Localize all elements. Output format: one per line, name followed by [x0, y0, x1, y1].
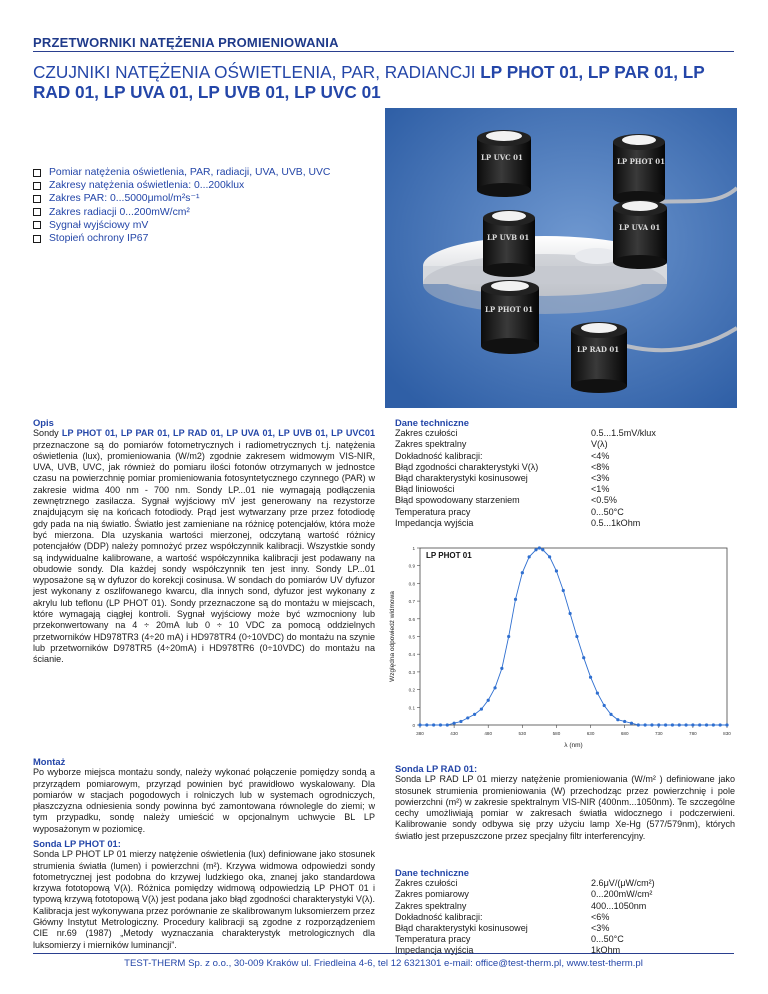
footer-contact: TEST-THERM Sp. z o.o., 30-009 Kraków ul. Friedleina 4-6, tel 12 6321301 e-mail: office@test-therm.pl, www.test-therm.pl: [124, 958, 643, 969]
x-tick-label: 630: [586, 731, 595, 736]
data-point: [705, 723, 708, 726]
data-point: [432, 723, 435, 726]
sensor-uvb: [483, 210, 535, 277]
data-point: [487, 699, 490, 702]
y-tick-label: 0.3: [408, 669, 415, 675]
data-point: [480, 707, 483, 710]
phot-text: Sonda LP PHOT LP 01 mierzy natężenie oświetlenia (lux) definiowane jako stosunek strumienia światła (lumen) i powierzchni (m²). Krzywa widmowa odpowiedzi sondy fotometrycznej jest podobna do krzywej ludzkiego oka, znanej jako standardowa krzywa fototopową V(λ). Różnica pomiędzy widmową odpowiedzią LP PHOT 01 i typową krzywą fototopową V(λ) jest podana jako błąd zgodności charakterystyki V(λ). Kalibracja jest wykonywana przez porównanie ze skalibrowanym luksomierzem przez Główny Instytut Metrologiczny. Procedury kalibracji są zgodne z rozporządzeniem CIE nr.69 (1987) „Metody wyznaczania charakterystyk metrologicznych dla luksomierzy i mierników luminancji”.: [33, 849, 375, 950]
sensor-phot-bottom: [481, 280, 539, 354]
label-rad: LP RAD 01: [577, 345, 620, 354]
data-point: [725, 723, 728, 726]
checkbox-icon: [33, 182, 41, 190]
label-uvb: LP UVB 01: [487, 233, 530, 242]
label-uva: LP UVA 01: [619, 223, 661, 232]
montaz-heading: Montaż: [33, 756, 66, 767]
spec-row: Błąd spowodowany starzeniem <0.5%: [395, 495, 617, 506]
page-title: [33, 62, 733, 102]
feature-item: Zakres PAR: 0...5000μmol/m²s⁻¹: [33, 192, 330, 205]
data-point: [623, 720, 626, 723]
plot-frame: [420, 548, 727, 725]
data-point: [691, 723, 694, 726]
montaz-text: Po wyborze miejsca montażu sondy, należy wykonać połączenie pomiędzy sondą a przyrządem pomiarowym, przyrząd powinien być prawidłowo wyskalowany. Dla pomiarów w stacjach pogodowych i rolniczych lub w systemach ogrodniczych, płaszczyzna odniesienia sondy powinna być zamontowana równolegle do ziemi; w tym przypadku, sondę należy umieścić w opcjonalnym uchwycie BL LP wyposażonym w poziomicę.: [33, 767, 375, 834]
feature-item: Pomiar natężenia oświetlenia, PAR, radiacji, UVA, UVB, UVC: [33, 166, 330, 179]
data-point: [534, 548, 537, 551]
y-tick-label: 0.6: [408, 616, 415, 622]
data-point: [466, 716, 469, 719]
opis-section: [33, 417, 375, 666]
checkbox-icon: [33, 221, 41, 229]
rad-heading: Sonda LP RAD 01:: [395, 763, 478, 774]
data-point: [521, 571, 524, 574]
y-tick-label: 0.7: [408, 599, 415, 605]
data-point: [616, 718, 619, 721]
opis-models: LP PHOT 01, LP PAR 01, LP RAD 01, LP UVA 01, LP UVB 01, LP UVC01: [61, 428, 375, 439]
data-point: [555, 569, 558, 572]
data-point: [603, 704, 606, 707]
data-point: [425, 723, 428, 726]
spectral-response-chart: [385, 540, 735, 750]
spec-row: Zakres czułości 0.5...1.5mV/klux: [395, 428, 656, 439]
chart-title: LP PHOT 01: [426, 551, 472, 560]
spec-row: Błąd charakterystyki kosinusowej <3%: [395, 923, 610, 934]
footer: [33, 953, 734, 969]
x-tick-label: 780: [689, 731, 697, 736]
data-point: [562, 589, 565, 592]
feature-list: [33, 166, 330, 245]
data-point: [698, 723, 701, 726]
checkbox-icon: [33, 208, 41, 216]
spec-row: Zakres spektralny 400...1050nm: [395, 900, 647, 911]
phot-heading: Sonda LP PHOT 01:: [33, 838, 121, 849]
spec-row: Błąd zgodności charakterystyki V(λ) <8%: [395, 461, 610, 472]
data-point: [664, 723, 667, 726]
rad-text: Sonda LP RAD LP 01 mierzy natężenie promieniowania (W/m² ) definiowane jako stosunek strumienia promieniowania (W) przechodząc przez powierzchnię i pole powierzchni (m²) w zakresie spektralnym VIS-NIR (400nm...1050nm). Te szczególne cechy umożliwiają pomiar w zakresach światła widocznego i podczerwieni. Kalibrowanie sondy odbywa się przy użyciu lamp Xe-Hg (577/579nm), których światło jest przepuszczone przez specjalny filtr interferencyjny.: [395, 774, 735, 841]
spec-row: Impedancja wyjścia 0.5...1kOhm: [395, 517, 641, 528]
series-line: [420, 548, 727, 725]
data-point: [418, 723, 421, 726]
feature-item: Zakres radiacji 0...200mW/cm²: [33, 206, 330, 219]
spec-row: Zakres czułości 2.6μV/(μW/cm²): [395, 878, 655, 889]
spec-row: Błąd charakterystyki kosinusowej <3%: [395, 473, 610, 484]
data-point: [650, 723, 653, 726]
x-axis-label: λ (nm): [564, 742, 583, 749]
data-point: [538, 546, 541, 549]
x-tick-label: 730: [654, 731, 663, 736]
data-point: [575, 635, 578, 638]
spec-row: Zakres spektralny V(λ): [395, 439, 608, 450]
feature-item: Stopień ochrony IP67: [33, 232, 330, 245]
specs-rad: [395, 867, 655, 957]
data-point: [712, 723, 715, 726]
specs-phot: [395, 417, 656, 529]
data-point: [453, 722, 456, 725]
data-point: [637, 723, 640, 726]
feature-item: Sygnał wyjściowy mV: [33, 219, 330, 232]
y-axis-label: Względna odpowiedź widmowa: [389, 591, 396, 682]
section-header: [33, 34, 734, 52]
phot-section: [33, 838, 375, 951]
title-models: LP PHOT 01, LP PAR 01, LP RAD 01, LP UVA 01, LP UVB 01, LP UVC 01: [33, 62, 705, 102]
spec-row: Błąd liniowości <1%: [395, 484, 610, 495]
spec-row: Dokładność kalibracji: <6%: [395, 911, 610, 922]
data-point: [507, 635, 510, 638]
checkbox-icon: [33, 235, 41, 243]
sensor-phot-top: [613, 134, 665, 205]
data-point: [678, 723, 681, 726]
data-point: [541, 548, 544, 551]
data-point: [644, 723, 647, 726]
x-tick-label: 580: [552, 731, 561, 736]
data-point: [473, 713, 476, 716]
data-point: [671, 723, 674, 726]
data-point: [446, 723, 449, 726]
x-tick-label: 480: [484, 731, 493, 736]
x-tick-label: 380: [416, 731, 424, 736]
data-point: [589, 676, 592, 679]
data-point: [582, 656, 585, 659]
sensor-uva: [613, 200, 667, 269]
sensors-photo: [385, 108, 737, 408]
data-point: [568, 612, 571, 615]
spec-row: Dokładność kalibracji: <4%: [395, 450, 610, 461]
y-tick-label: 0.2: [408, 687, 415, 693]
data-point: [514, 598, 517, 601]
rad-section: [395, 763, 735, 842]
title-normal: CZUJNIKI NATĘŻENIA OŚWIETLENIA, PAR, RADIANCJI: [33, 62, 481, 82]
specs-rad-heading: Dane techniczne: [395, 867, 469, 878]
sensor-rad: [571, 322, 627, 393]
section-title: PRZETWORNIKI NATĘŻENIA PROMIENIOWANIA: [33, 35, 339, 50]
data-point: [548, 555, 551, 558]
data-point: [493, 686, 496, 689]
y-tick-label: 0: [412, 723, 415, 728]
label-uvc: LP UVC 01: [481, 153, 523, 162]
checkbox-icon: [33, 195, 41, 203]
data-point: [609, 713, 612, 716]
y-tick-label: 0.1: [408, 705, 415, 711]
opis-text: Sondy LP PHOT 01, LP PAR 01, LP RAD 01, LP UVA 01, LP UVB 01, LP UVC01 przeznaczone są do pomiarów fotometrycznych i radiometrycznych t.j. natężenia oświetlenia (lux), promieniowania (W/m2) zgodnie zakresem widmowym VIS-NIR, UVA, UVB, UVC, jak również do pomiaru ilości fotonów otrzymanych w jednostce czasu na powierzchnię pomiar promieniowania fotosyntetycznego czynnego (PAR) w zakresie widma 400 nm - 700 nm. Sondy LP...01 nie wymagają podłączenia zewnętrznego zasilacza. Sygnał wyjściowy mV jest generowany na rezystorze znajdującym się na końcach fotodiody. Prąd jest wytwarzany prze przez fotodiodę gdy pada na nią światło. Światło jest zamieniane na różnicę potencjałów, która może być mierzona. Dla uzyskania wartości mierzonej, odczytaną wartość różnicy potencjałów (DDP) należy pomnożyć przez współczynnik kalibracji. Wszystkie sondy są indywidualne kalibrowane, a wartość współczynnika kalibracji jest podawany na obudowie sondy. Dla każdej sondy współczynnik ten jest inny. Sondy LP...01 wyposażone są w dyfuzor do korekcji cosinusa. W sondach do pomiarów UV dyfuzor jest wykonany z oszlifowanego kwarcu, dla innych sond, dyfuzor jest wykonany z akrylu lub teflonu (LP PHOT 01). Sondy przeznaczone są do montażu w miejscach, które wymagają ciągłej kontroli. Sygnał wyjściowy może być wzmocniony lub przekonwertowany na 4 ÷ 20mA lub 0 ÷ 10 VDC za pomocą oddzielnych przetworników HD978TR3 (4÷20 mA) i HD978TR4 (0÷10VDC) do montażu na szynie lub przetworników D978TR5 (4÷20mA) i HD978TR6 (0÷10VDC) do montażu na ścianie.: [33, 428, 375, 665]
data-point: [719, 723, 722, 726]
chart-svg: [385, 540, 735, 750]
y-tick-label: 0.8: [408, 581, 415, 587]
montaz-section: [33, 756, 375, 835]
x-tick-label: 830: [723, 731, 731, 736]
data-point: [500, 667, 503, 670]
x-tick-label: 680: [620, 731, 629, 736]
data-point: [630, 722, 633, 725]
y-tick-label: 0.9: [408, 563, 415, 569]
y-tick-label: 1: [412, 546, 415, 551]
data-point: [528, 555, 531, 558]
label-phot-top: LP PHOT 01: [617, 157, 665, 166]
data-point: [657, 723, 660, 726]
data-point: [439, 723, 442, 726]
data-point: [459, 720, 462, 723]
checkbox-icon: [33, 169, 41, 177]
spec-row: Temperatura pracy 0...50°C: [395, 934, 624, 945]
spec-row: Impedancja wyjścia 1kOhm: [395, 945, 621, 956]
y-tick-label: 0.4: [408, 652, 415, 658]
spec-row: Temperatura pracy 0...50°C: [395, 506, 624, 517]
data-point: [684, 723, 687, 726]
label-phot-bottom: LP PHOT 01: [485, 305, 533, 314]
sensor-uvc: [477, 130, 531, 197]
y-tick-label: 0.5: [408, 634, 415, 640]
spec-row: Zakres pomiarowy 0...200mW/cm²: [395, 889, 653, 900]
data-point: [596, 692, 599, 695]
x-tick-label: 530: [518, 731, 527, 736]
specs-phot-heading: Dane techniczne: [395, 417, 469, 428]
opis-heading: Opis: [33, 417, 54, 428]
x-tick-label: 430: [450, 731, 458, 736]
feature-item: Zakresy natężenia oświetlenia: 0...200klux: [33, 179, 330, 192]
